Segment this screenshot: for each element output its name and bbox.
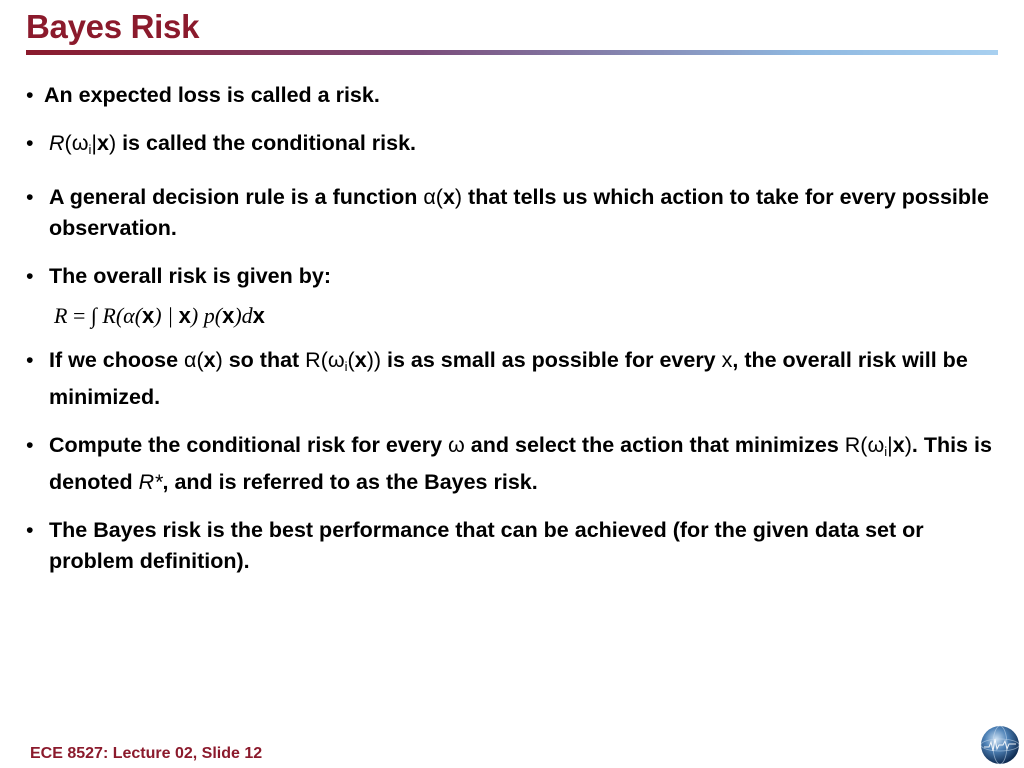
bullet-text-b: that tells us which action to take for every possible observation.	[49, 185, 989, 240]
symbol-x: x	[96, 131, 109, 155]
bullet-text-a: If we choose	[49, 348, 185, 372]
bullet-text: The overall risk is given by:	[49, 264, 331, 288]
subscript-i: i	[344, 359, 348, 374]
bullet-decision-rule	[24, 182, 999, 244]
symbol-bar: |	[91, 131, 97, 155]
bullet-text: The Bayes risk is the best performance that can be achieved (for the given data set or problem definition).	[49, 518, 924, 573]
bullet-overall-risk	[24, 261, 999, 292]
formula-x3: x	[222, 303, 235, 328]
bullet-text-b: and select the action that minimizes	[464, 433, 845, 457]
formula-close: ) p(	[190, 303, 223, 328]
bullet-text-c: is as small as possible for every	[381, 348, 722, 372]
symbol-r: R	[49, 131, 65, 155]
symbol-x: x	[892, 433, 905, 457]
formula-x1: x	[142, 303, 155, 328]
bullet-text: An expected loss is called a risk.	[44, 83, 380, 107]
globe-logo-icon	[980, 725, 1020, 765]
formula-open: (α(	[115, 303, 143, 328]
symbol-x: x	[203, 348, 216, 372]
symbol-alpha: α(	[423, 185, 443, 209]
formula-mid: ) |	[154, 303, 179, 328]
bullet-text-b: so that	[222, 348, 306, 372]
slide-footer: ECE 8527: Lecture 02, Slide 12	[30, 745, 263, 762]
symbol-alpha: α(	[184, 348, 204, 372]
symbol-omega: ω	[448, 433, 465, 457]
formula-d: )d	[234, 303, 253, 328]
symbol-r-omega: R(ω	[305, 348, 345, 372]
bullet-expected-loss	[24, 80, 999, 111]
formula-x4: x	[252, 303, 265, 328]
symbol-x: x	[442, 185, 455, 209]
formula-x2: x	[178, 303, 191, 328]
symbol-bar: |	[887, 433, 893, 457]
bullet-choose-alpha	[24, 345, 999, 413]
bullet-text-d: , the overall risk will be minimized.	[49, 348, 968, 409]
symbol-x-plain: x	[721, 348, 733, 372]
symbol-paren-close: )	[215, 348, 223, 372]
bullet-list	[24, 80, 999, 594]
bullet-bayes-risk-best	[24, 515, 999, 577]
bullet-text-a: A general decision rule is a function	[49, 185, 424, 209]
bullet-text-d: , and is referred to as the Bayes risk.	[162, 470, 538, 494]
symbol-paren-close: )	[904, 433, 912, 457]
bullet-compute-risk	[24, 430, 999, 498]
symbol-paren-close: )	[108, 131, 117, 155]
subscript-i: i	[884, 444, 888, 459]
slide-title: Bayes Risk	[26, 8, 200, 45]
title-divider	[26, 50, 998, 55]
symbol-x: x	[354, 348, 367, 372]
symbol-r-star: R*	[138, 470, 163, 494]
formula-r: R	[102, 303, 116, 328]
symbol-r-omega: R(ω	[844, 433, 885, 457]
formula-eq: = ∫	[67, 303, 103, 328]
overall-risk-formula	[54, 301, 999, 331]
symbol-paren-open: (	[347, 348, 355, 372]
formula-lhs: R	[54, 303, 68, 328]
symbol-paren-close: )	[454, 185, 463, 209]
symbol-omega: (ω	[64, 131, 89, 155]
bullet-text-a: Compute the conditional risk for every	[49, 433, 449, 457]
bullet-text: is called the conditional risk.	[116, 131, 416, 155]
symbol-paren-close: ))	[366, 348, 382, 372]
bullet-conditional-risk	[24, 128, 999, 165]
bullet-text-c: . This is denoted	[49, 433, 992, 494]
subscript-i: i	[88, 142, 92, 157]
